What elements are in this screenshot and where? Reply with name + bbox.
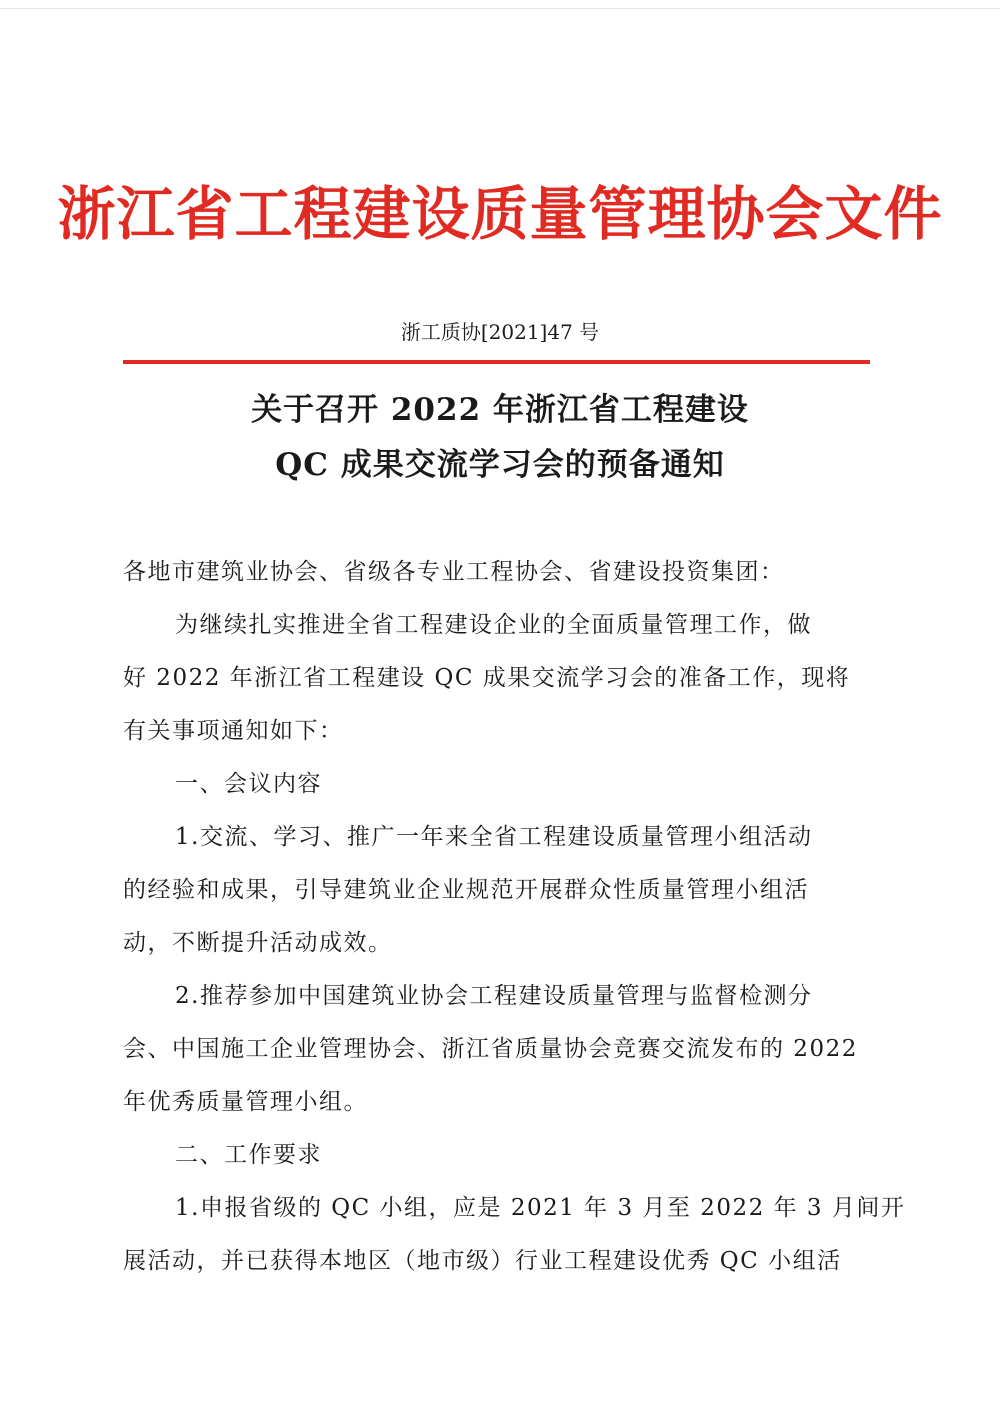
body-line: 有关事项通知如下： bbox=[123, 718, 344, 744]
body-line: 1.交流、学习、推广一年来全省工程建设质量管理小组活动 bbox=[175, 824, 813, 850]
body-line: 会、中国施工企业管理协会、浙江省质量协会竞赛交流发布的 2022 bbox=[123, 1036, 858, 1062]
notice-title-line-2: QC 成果交流学习会的预备通知 bbox=[275, 447, 725, 483]
notice-body bbox=[123, 546, 906, 1288]
addressee-line: 各地市建筑业协会、省级各专业工程协会、省建设投资集团： bbox=[123, 559, 785, 585]
body-line: 年优秀质量管理小组。 bbox=[123, 1089, 368, 1115]
body-line: 好 2022 年浙江省工程建设 QC 成果交流学习会的准备工作，现将 bbox=[123, 665, 851, 691]
section-heading-work-requirements: 二、工作要求 bbox=[175, 1142, 322, 1168]
org-letterhead-title: 浙江省工程建设质量管理协会文件 bbox=[57, 180, 943, 248]
body-line: 1.申报省级的 QC 小组，应是 2021 年 3 月至 2022 年 3 月间开 bbox=[175, 1195, 906, 1221]
document-number: 浙工质协[2021]47 号 bbox=[400, 320, 600, 344]
body-line: 的经验和成果，引导建筑业企业规范开展群众性质量管理小组活 bbox=[123, 877, 809, 903]
page-top-edge bbox=[0, 8, 1000, 9]
section-heading-meeting-content: 一、会议内容 bbox=[175, 771, 322, 797]
body-line: 动，不断提升活动成效。 bbox=[123, 930, 393, 956]
body-line: 展活动，并已获得本地区（地市级）行业工程建设优秀 QC 小组活 bbox=[123, 1248, 842, 1274]
red-separator-line bbox=[123, 360, 870, 364]
body-line: 2.推荐参加中国建筑业协会工程建设质量管理与监督检测分 bbox=[175, 983, 813, 1009]
body-line: 为继续扎实推进全省工程建设企业的全面质量管理工作，做 bbox=[175, 612, 812, 638]
notice-title-line-1: 关于召开 2022 年浙江省工程建设 bbox=[251, 392, 749, 428]
